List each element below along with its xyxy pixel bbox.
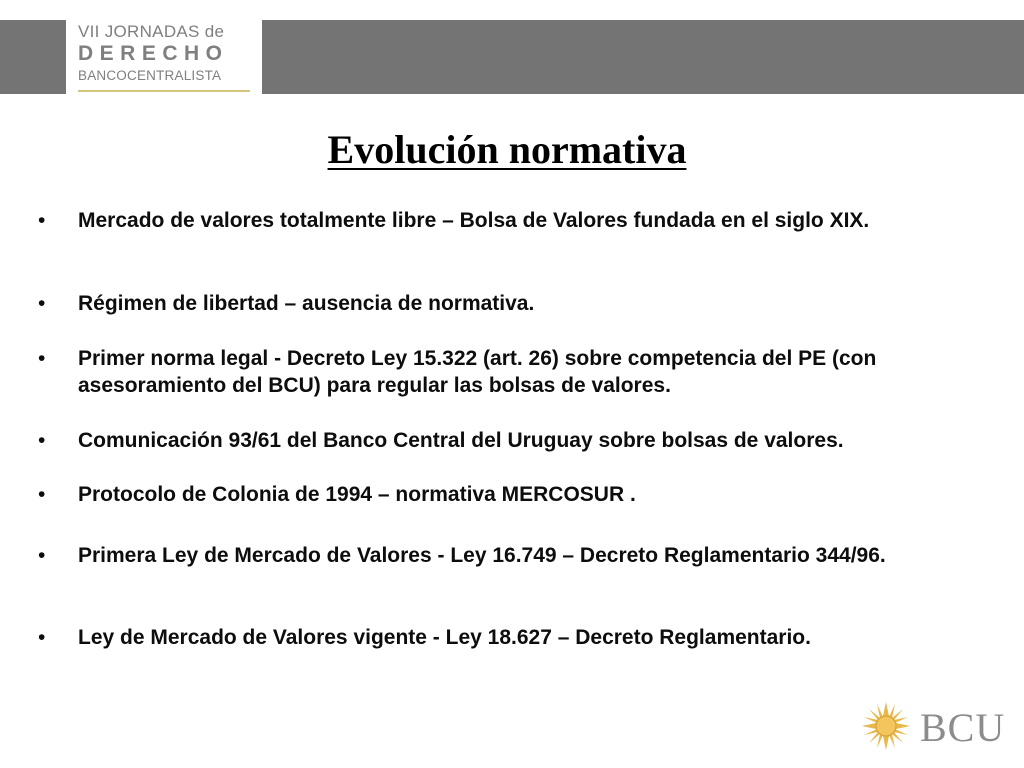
logo-line-1: VII JORNADAS de xyxy=(78,22,225,41)
bullet-item: • Régimen de libertad – ausencia de normativa. xyxy=(78,290,978,317)
bullet-item: • Comunicación 93/61 del Banco Central del Uruguay sobre bolsas de valores. xyxy=(78,427,978,454)
sun-emblem-icon xyxy=(860,700,912,752)
bullet-item: • Primera Ley de Mercado de Valores - Ley 16.749 – Decreto Reglamentario 344/96. xyxy=(78,542,978,569)
bullet-item: • Primer norma legal - Decreto Ley 15.322 (art. 26) sobre competencia del PE (con asesoramiento del BCU) para regular las bolsas de valores. xyxy=(78,345,978,399)
bullet-item: • Ley de Mercado de Valores vigente - Ley 18.627 – Decreto Reglamentario. xyxy=(78,624,978,651)
logo-line-3: BANCOCENTRALISTA xyxy=(78,68,222,83)
bcu-brand: BCU xyxy=(920,705,1006,750)
bullet-item: • Mercado de valores totalmente libre – Bolsa de Valores fundada en el siglo XIX. xyxy=(78,207,978,234)
slide-title: Evolución normativa xyxy=(327,127,687,172)
bullet-item: • Protocolo de Colonia de 1994 – normativa MERCOSUR . xyxy=(78,481,978,508)
logo-line-2: DERECHO xyxy=(78,42,229,65)
